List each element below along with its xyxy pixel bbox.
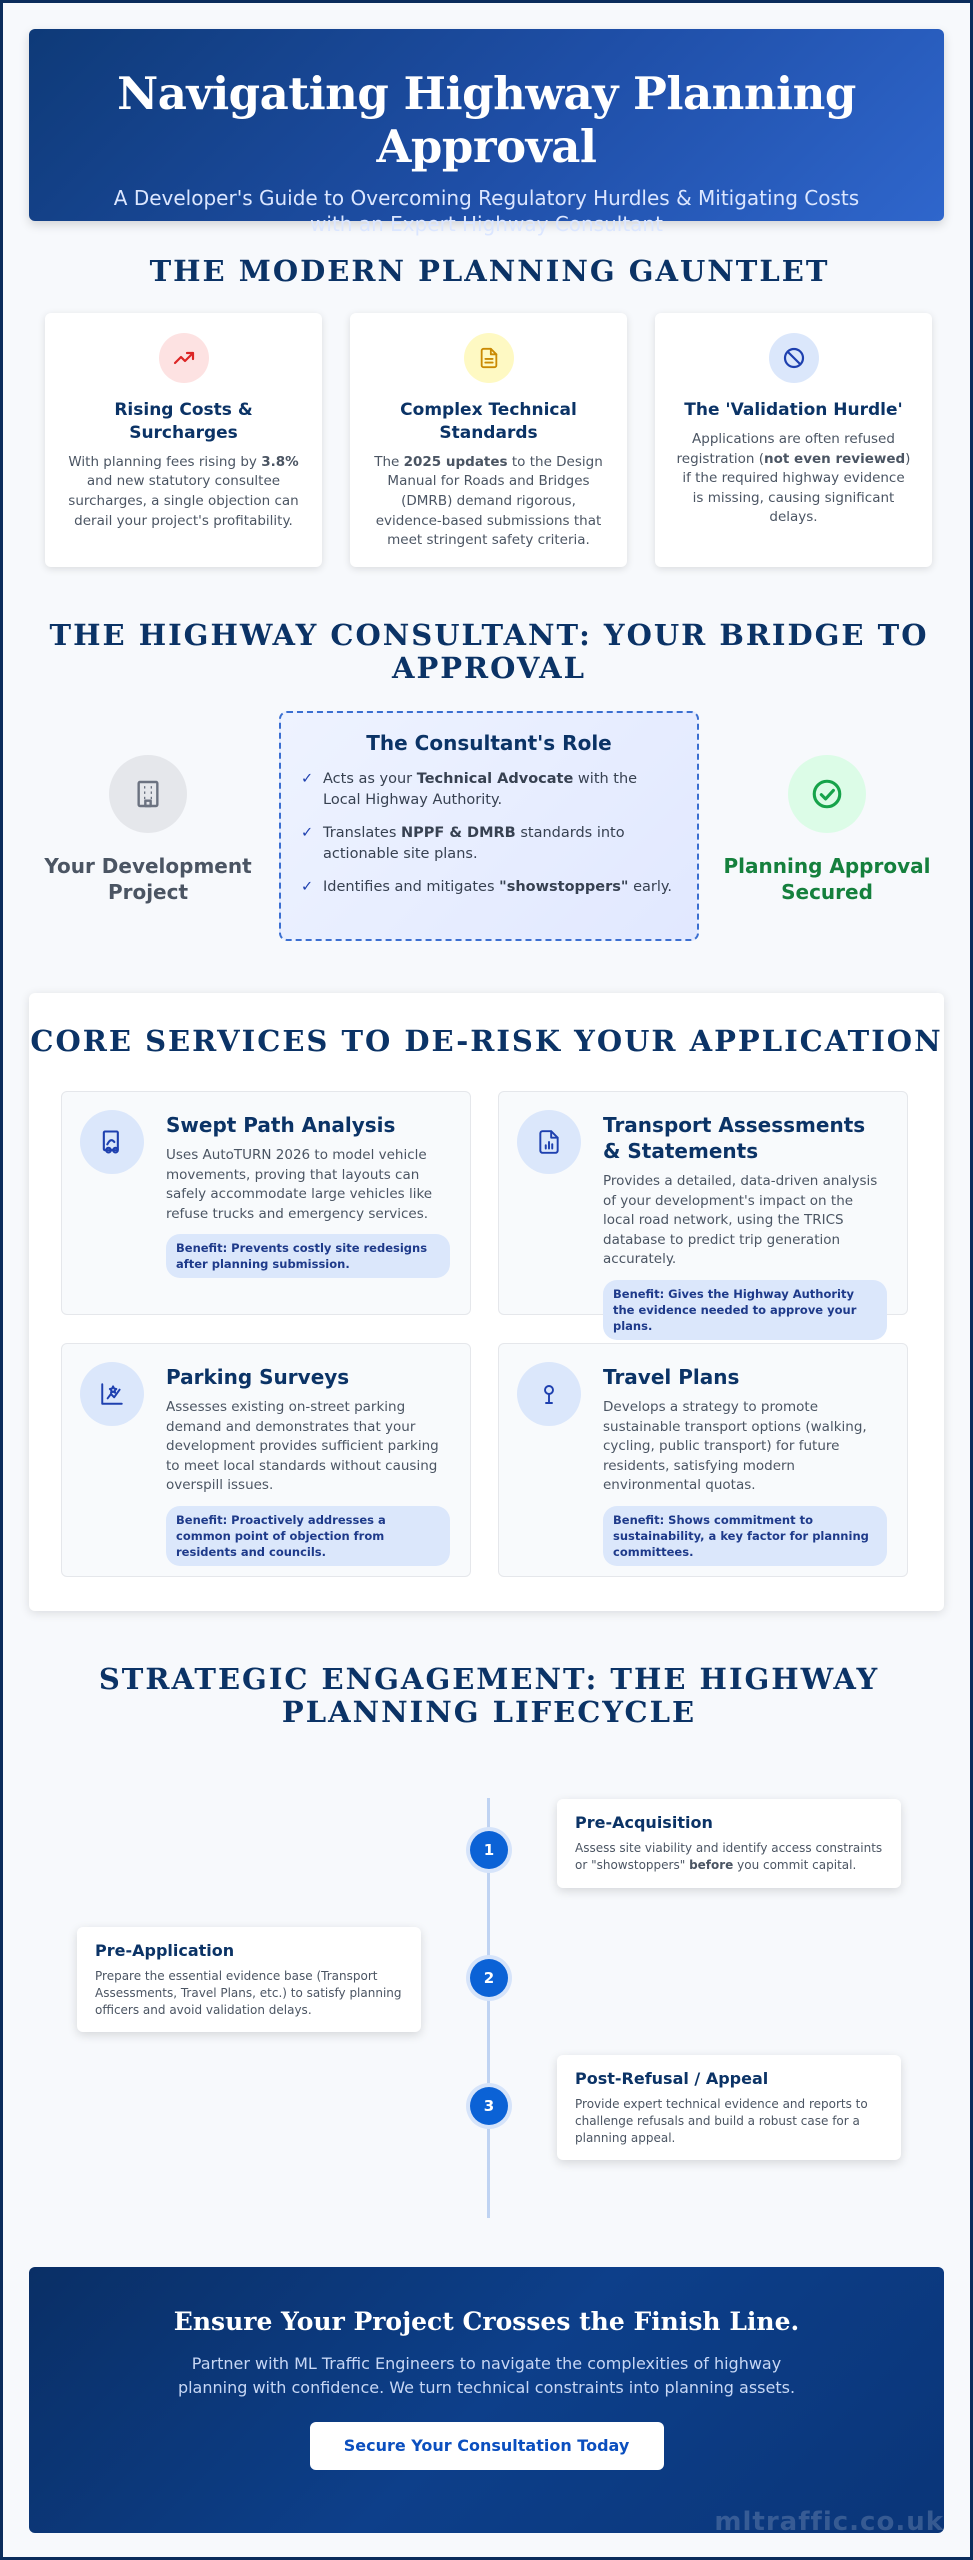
role-title: The Consultant's Role: [366, 731, 612, 755]
service-parking-surveys: [61, 1343, 471, 1577]
approval-label: Planning Approval Secured: [723, 854, 931, 904]
card-title: The 'Validation Hurdle': [684, 400, 903, 420]
service-transport-assessments: [498, 1091, 908, 1333]
service-swept-path: [61, 1091, 471, 1315]
page-title: Navigating Highway Planning Approval: [117, 67, 856, 173]
cta-banner: [29, 2267, 944, 2533]
step-number-1: 1: [470, 1831, 508, 1869]
step-number-3: 3: [470, 2087, 508, 2125]
service-desc: Develops a strategy to promote sustainable transport options (walking, cycling, public transport) for future residents, satisfying modern environmental quotas.: [603, 1399, 867, 1494]
check-icon: ✓: [301, 771, 314, 787]
service-desc: Assesses existing on-street parking demand and demonstrates that your development provides sufficient parking to meet local standards without causing overspill issues.: [166, 1399, 439, 1494]
card-text: Applications are often refused registration (not even reviewed) if the required highway evidence is missing, causing significant delays.: [676, 430, 911, 526]
step-desc: Prepare the essential evidence base (Transport Assessments, Travel Plans, etc.) to satisfy planning officers and avoid validation delays.: [95, 1969, 402, 2017]
document-icon: [464, 333, 514, 383]
consultation-button[interactable]: Secure Your Consultation Today: [310, 2422, 664, 2470]
services-title: CORE SERVICES TO DE-RISK YOUR APPLICATION: [30, 1024, 943, 1058]
role-item: ✓ Identifies and mitigates "showstoppers" early.: [301, 877, 677, 898]
consultant-role-box: [279, 711, 699, 941]
map-pin-icon: [517, 1362, 581, 1426]
parking-chart-icon: [80, 1362, 144, 1426]
cta-text: Partner with ML Traffic Engineers to navigate the complexities of highway planning with confidence. We turn technical constraints into planning assets.: [177, 2354, 796, 2397]
step-title: Post-Refusal / Appeal: [575, 2069, 769, 2088]
card-rising-costs: [45, 313, 322, 567]
service-title: Transport Assessments & Statements: [603, 1113, 866, 1163]
truck-path-icon: [80, 1110, 144, 1174]
service-desc: Provides a detailed, data-driven analysis of your development's impact on the local road network, using the TRICS database to predict trip generation accurately.: [603, 1173, 878, 1268]
cta-title: Ensure Your Project Crosses the Finish Line.: [173, 2307, 800, 2336]
ban-icon: [769, 333, 819, 383]
gauntlet-title: THE MODERN PLANNING GAUNTLET: [149, 254, 830, 288]
benefit-badge: Benefit: Proactively addresses a common point of objection from residents and councils.: [166, 1506, 450, 1566]
benefit-badge: Benefit: Gives the Highway Authority the evidence needed to approve your plans.: [603, 1280, 887, 1340]
role-item: ✓ Translates NPPF & DMRB standards into actionable site plans.: [301, 823, 677, 865]
check-icon: ✓: [301, 825, 314, 842]
step-pre-application: [77, 1927, 421, 2032]
development-project: [41, 755, 255, 905]
step-title: Pre-Acquisition: [575, 1813, 713, 1832]
service-title: Travel Plans: [603, 1365, 740, 1389]
service-desc: Uses AutoTURN 2026 to model vehicle movements, proving that layouts can safely accommodate large vehicles like refuse trucks and emergency services.: [166, 1147, 433, 1222]
step-pre-acquisition: [557, 1799, 901, 1888]
card-title: Rising Costs & Surcharges: [114, 400, 253, 443]
card-title: Complex Technical Standards: [400, 400, 577, 443]
card-text: The 2025 updates to the Design Manual for Roads and Bridges (DMRB) demand rigorous, evidence-based submissions that meet stringent safety criteria.: [374, 453, 603, 549]
service-title: Swept Path Analysis: [166, 1113, 396, 1137]
building-icon: [109, 755, 187, 833]
step-number-2: 2: [470, 1959, 508, 1997]
benefit-badge: Benefit: Shows commitment to sustainability, a key factor for planning committees.: [603, 1506, 887, 1566]
benefit-badge: Benefit: Prevents costly site redesigns after planning submission.: [166, 1234, 450, 1278]
card-text: With planning fees rising by 3.8% and new statutory consultee surcharges, a single objection can derail your project's profitability.: [68, 453, 299, 529]
role-item: ✓ Acts as your Technical Advocate with the Local Highway Authority.: [301, 769, 677, 811]
site-watermark: mltraffic.co.uk: [714, 2507, 944, 2533]
development-label: Your Development Project: [44, 854, 252, 904]
lifecycle-title: STRATEGIC ENGAGEMENT: THE HIGHWAY PLANNING LIFECYCLE: [98, 1662, 880, 1730]
core-services-panel: [29, 993, 944, 1611]
report-chart-icon: [517, 1110, 581, 1174]
step-title: Pre-Application: [95, 1941, 235, 1960]
planning-approval: [720, 755, 934, 905]
service-travel-plans: [498, 1343, 908, 1577]
check-icon: ✓: [301, 879, 314, 896]
trending-up-icon: [159, 333, 209, 383]
service-title: Parking Surveys: [166, 1365, 350, 1389]
bridge-title: THE HIGHWAY CONSULTANT: YOUR BRIDGE TO APPROVAL: [49, 618, 929, 686]
step-desc: Assess site viability and identify access constraints or "showstoppers" before you commit capital.: [575, 1841, 883, 1872]
card-technical-standards: [350, 313, 627, 567]
step-post-refusal: [557, 2055, 901, 2160]
check-circle-icon: [788, 755, 866, 833]
hero-banner: [29, 29, 944, 236]
step-desc: Provide expert technical evidence and reports to challenge refusals and build a robust case for a planning appeal.: [575, 2097, 868, 2145]
card-validation-hurdle: [655, 313, 932, 567]
page-subtitle: A Developer's Guide to Overcoming Regulatory Hurdles & Mitigating Costs with an Expert Highway Consultant: [113, 186, 860, 236]
